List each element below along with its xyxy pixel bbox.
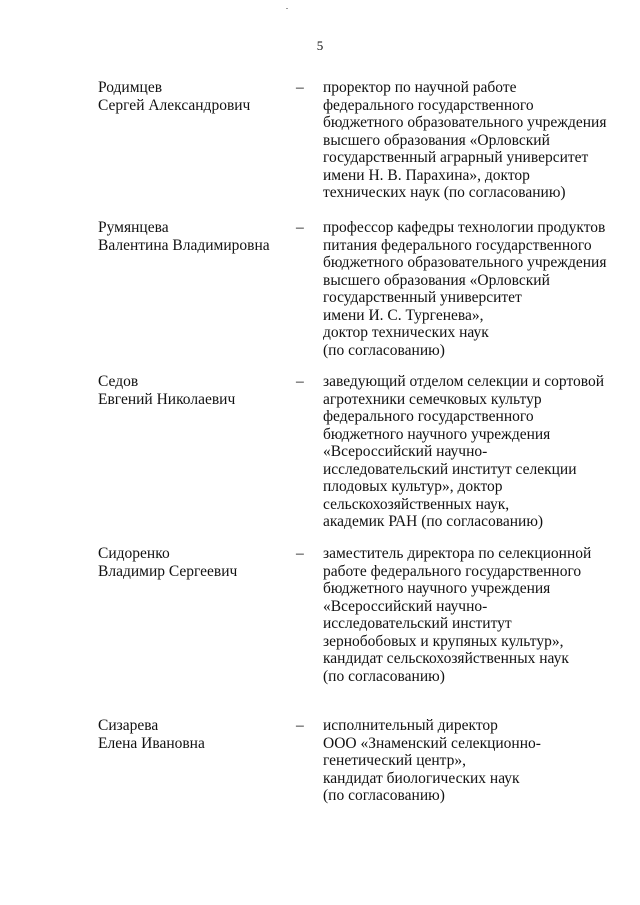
position-line: плодовых культур», доктор <box>323 478 503 495</box>
dash-separator: – <box>296 717 304 734</box>
scan-speck <box>286 8 288 9</box>
member-name <box>98 219 283 254</box>
position-line: «Всероссийский научно- <box>323 597 488 615</box>
position-line: высшего образования «Орловский <box>323 131 550 149</box>
dash-separator: – <box>296 219 304 236</box>
position-line: имени И. С. Тургенева», <box>323 306 484 324</box>
member-given-names: Евгений Николаевич <box>98 390 236 408</box>
position-line: бюджетного образовательного учреждения <box>323 114 607 131</box>
position-line: генетический центр», <box>323 752 467 769</box>
member-position <box>323 545 623 685</box>
position-line: федерального государственного <box>323 96 534 114</box>
member-given-names: Валентина Владимировна <box>98 236 270 254</box>
position-line: государственный аграрный университет <box>323 149 589 166</box>
member-position <box>323 373 623 531</box>
member-name <box>98 373 283 408</box>
member-surname: Сизарева <box>98 717 159 734</box>
member-position <box>323 717 623 805</box>
position-line: сельскохозяйственных наук, <box>323 495 510 513</box>
member-position <box>323 79 623 202</box>
dash-separator: – <box>296 545 304 562</box>
position-line: имени Н. В. Парахина», доктор <box>323 166 530 184</box>
position-line: «Всероссийский научно- <box>323 443 488 460</box>
position-line: исследовательский институт селекции <box>323 460 577 478</box>
position-line: кандидат сельскохозяйственных наук <box>323 650 569 667</box>
position-line: питания федерального государственного <box>323 236 592 254</box>
member-surname: Сидоренко <box>98 545 170 562</box>
member-given-names: Сергей Александрович <box>98 96 251 114</box>
position-line: кандидат биологических наук <box>323 769 520 787</box>
member-position <box>323 219 623 359</box>
position-line: заведующий отделом селекции и сортовой <box>323 373 605 390</box>
position-line: исследовательский институт <box>323 615 512 632</box>
member-given-names: Владимир Сергеевич <box>98 562 238 580</box>
position-line: технических наук (по согласованию) <box>323 184 566 201</box>
member-name <box>98 545 283 580</box>
position-line: бюджетного научного учреждения <box>323 425 551 443</box>
position-line: проректор по научной работе <box>323 79 517 96</box>
position-line: ООО «Знаменский селекционно- <box>323 734 541 752</box>
dash-separator: – <box>296 373 304 390</box>
position-line: исполнительный директор <box>323 717 498 734</box>
position-line: высшего образования «Орловский <box>323 271 550 289</box>
position-line: бюджетного научного учреждения <box>323 580 551 597</box>
position-line: доктор технических наук <box>323 324 489 341</box>
member-name <box>98 79 283 114</box>
page-number: 5 <box>316 38 324 53</box>
position-line: профессор кафедры технологии продуктов <box>323 219 606 236</box>
member-name <box>98 717 283 752</box>
position-line: (по согласованию) <box>323 787 445 804</box>
member-surname: Седов <box>98 373 139 390</box>
member-surname: Родимцев <box>98 79 163 96</box>
position-line: (по согласованию) <box>323 341 445 359</box>
position-line: работе федерального государственного <box>323 562 582 580</box>
position-line: (по согласованию) <box>323 667 445 685</box>
position-line: бюджетного образовательного учреждения <box>323 254 607 271</box>
member-given-names: Елена Ивановна <box>98 734 205 752</box>
position-line: заместитель директора по селекционной <box>323 545 592 562</box>
position-line: академик РАН (по согласованию) <box>323 513 544 530</box>
position-line: агротехники семечковых культур <box>323 390 542 408</box>
position-line: зернобобовых и крупяных культур», <box>323 632 564 650</box>
member-surname: Румянцева <box>98 219 169 236</box>
position-line: государственный университет <box>323 289 522 306</box>
position-line: федерального государственного <box>323 408 534 425</box>
dash-separator: – <box>296 79 304 96</box>
